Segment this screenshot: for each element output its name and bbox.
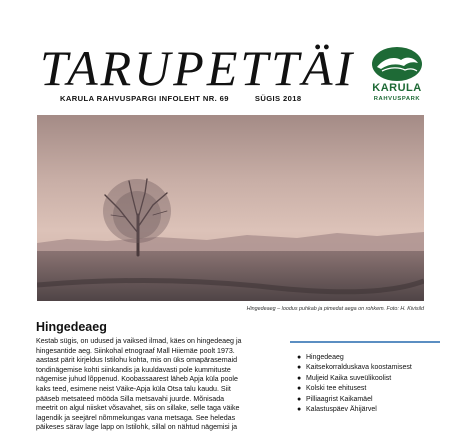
photo-caption: Hingedeaeg – loodus puhkab ja pimedat aega on rohkem. Foto: H. Kivisild	[246, 306, 424, 312]
toc-item[interactable]	[297, 385, 446, 393]
masthead-title: TARUPETTÄI	[40, 40, 356, 96]
article-line: hingesantide aeg. Siinkohal etnograaf Mall Hiiemäe poolt 1973.	[36, 346, 235, 355]
article-line: pääseb metsateed mööda Silla metsavahi juurde. Mõnisada	[36, 394, 225, 403]
article-line: lagendik ja seejärel nõmmekungas vana metsaga. See heledas	[36, 413, 236, 422]
toc-item[interactable]	[297, 364, 446, 372]
table-of-contents	[297, 354, 446, 416]
article-line: kaks teed, esimene neist Väike-Apja küla Otsa talu kaudu. Siit	[36, 384, 231, 393]
toc-item-label: Pilliaagrist Kaikamäel	[306, 395, 373, 403]
bullet-icon: ●	[297, 354, 302, 361]
bullet-icon: ●	[297, 364, 302, 372]
toc-item[interactable]	[297, 405, 446, 414]
article-line: tondinägemise kohti siinkandis ja kuuldavasti pole kummituste	[36, 365, 231, 374]
logo-subtitle: RAHVUSPARK	[373, 96, 421, 102]
bullet-icon: ●	[297, 405, 302, 413]
toc-item-label: Kolski tee ehitusest	[306, 385, 367, 393]
article-line: päikeses särav lage lapp on Istilohk, sillal on nähtud nägemisi ja	[36, 423, 238, 432]
toc-item-label: Kaitsekorralduskava koostamisest	[306, 364, 412, 372]
season-label: SÜGIS 2018	[254, 94, 302, 103]
cover-photo	[37, 115, 424, 301]
karula-logo	[368, 46, 430, 108]
toc-item-label: Hingedeaeg	[306, 354, 344, 361]
masthead-subtitle	[60, 94, 302, 103]
toc-item-label: Kalastuspäev Ähijärvel	[306, 405, 377, 413]
article-line: aastast pärit kirjeldus Istilohu kohta, mis on üks omapärasemaid	[36, 356, 238, 365]
bullet-icon: ●	[297, 385, 302, 393]
article-body	[36, 337, 276, 433]
toc-item[interactable]	[297, 354, 446, 362]
toc-item-label: Muljeid Kaika suveülikoolist	[306, 374, 392, 382]
toc-divider	[290, 341, 440, 343]
logo-name: KARULA	[372, 82, 422, 94]
toc-item[interactable]	[297, 374, 446, 383]
article-line: nägemise juhud lõppenud. Koobassaarest läheb Apja küla poole	[36, 375, 238, 384]
bullet-icon: ●	[297, 395, 302, 403]
article-title: Hingedeaeg	[36, 320, 107, 334]
bullet-icon: ●	[297, 374, 302, 382]
issue-label: KARULA RAHVUSPARGI INFOLEHT NR. 69	[60, 94, 229, 103]
article-line: Kestab sügis, on udused ja vaiksed ilmad, käes on hingedeaeg ja	[36, 337, 242, 345]
bear-logo-icon	[368, 46, 426, 82]
article-line: meetrit on algul niisket võsavahet, siis on sillake, selle taga väike	[36, 404, 240, 413]
toc-item[interactable]	[297, 395, 446, 404]
